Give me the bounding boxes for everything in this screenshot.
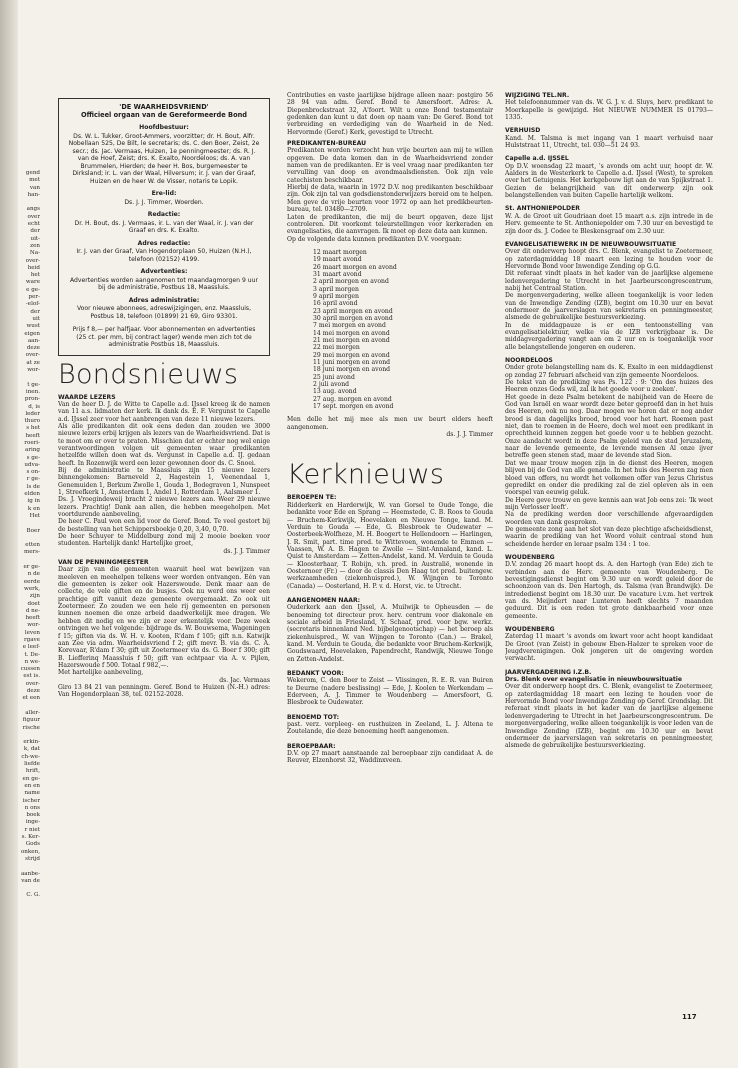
signature: ds. Jac. Vermaas	[219, 676, 270, 684]
paragraph: De heer C. Paul won een lid voor de Geref. Bond. Te veel gestort bij de bestelling van het Schippersboekje 0,20, 3,40, 0,70.	[58, 518, 270, 533]
paragraph: Wekerom, C. den Boer te Zeist — Vlissingen, R. E. R. van Buiren te Deurne (nadere beslissing) — Ede, J. Koolen te Werkendam — Ederveen, A. J. Timmer te Woudenberg — Amersfoort, G. Blesbroek te Oudewater.	[287, 677, 493, 707]
paragraph: In de middagpauze is er een tentoonstelling van evangelisatielektuur, welke via de IZB verkrijgbaar is. De middagvergadering vangt aan om 2 uur en is toegankelijk voor alle belangstellende jongeren en ouderen.	[505, 321, 713, 351]
fragment-line: over-	[25, 680, 40, 687]
paragraph: D.V. zondag 26 maart hoopt ds. A. den Hartogh (van Ede) zich te verbinden aan de Herv. gemeente van Woudenberg. De bevestigingsdienst begint om 9.30 uur en wordt geleid door de schoonzoon van ds. Den Hartogh, ds. Talsma (van Brandwijk). De intrededienst begint om 18.30 uur. De vacature i.v.m. het vertrek van ds. Meijndert naar Lunteren heeft slechts 7 maanden geduurd. Dit is een reden tot grote dankbaarheid voor onze gemeente.	[505, 561, 713, 620]
fragment-line: name	[24, 790, 40, 797]
paragraph: Contributies en vaste jaarlijkse bijdrage alleen naar: postgiro 56 28 94 van adm. Geref. Bond te Amersfoort. Adres: A. Diepenbrockstraat 32, A'foort. Wilt u onze Bond testamentair gedenken dan kunt u dat doen op naam van: De Geref. Bond tot verbreiding en verdediging van de Waarheid in de Ned. Hervormde (Geref.) Kerk, gevestigd te Utrecht.	[287, 92, 493, 136]
available-dates-list	[313, 249, 493, 411]
paragraph: Over dit onderwerp hoopt drs. C. Blenk, evangelist te Zoetermeer, op zaterdagmiddag 18 maart een lezing te houden voor de Hervormde Bond voor Inwendige Zending op Geref. Grondslag. Dit referaat vindt plaats in het kader van de jaarlijkse algemene ledenvergadering te Utrecht in het Jaarbeurscongrescentrum. De morgenvergadering, welke alleen toegankelijk is voor leden van de Inwendige Zending (IZB), begint om 10.30 uur en bevat ondermeer de jaarverslagen van sekretaris en penningmeester, alsmede de gebruikelijke bestuursverkiezing.	[505, 683, 713, 750]
fragment-line: met	[29, 177, 40, 184]
paragraph: Laten de predikanten, die mij de beurt opgaven, deze lijst controleren. Dit voorkomt teleurstellingen voor kerkeraden en evangelisaties, die aanvragen. Ik moet op deze data aan kunnen.	[287, 213, 493, 236]
date-item: 2 juli avond	[313, 381, 350, 389]
date-item: 27 aug. morgen en avond	[313, 395, 392, 403]
fragment-line: n ons	[24, 804, 40, 811]
paragraph: Hierbij de data, waarin in 1972 D.V. nog predikanten beschikbaar zijn. Ook zijn tal van godsdienstonderwijzers bereid om te helpen. Men geve de vrije beurten voor 1972 op aan het predikbeurten-bureau, tel. 03480—2709.	[287, 184, 493, 214]
paragraph: Zaterdag 11 maart 's avonds om kwart voor acht hoopt kandidaat De Groot (van Zeist) in gebouw Eben-Haëzer te spreken voor de Jeugdverenigingen. Ook jongeren uit de omgeving worden verwacht.	[505, 633, 713, 663]
fragment-line: elden	[24, 491, 40, 498]
fragment-line: gend	[25, 170, 40, 176]
woudenberg-heading: WOUDENBERG	[505, 553, 555, 561]
date-item: 17 sept. morgen en avond	[313, 403, 394, 411]
paragraph: Dat we maar trouw mogen zijn in de dienst des Heeren, mogen blijven bij de God van alle genade. In het huis des Heeren zag men bloed van offers, nu wordt het volkomen offer van Jezus Christus gepredikt en onder die prediking zal de ziel opleven als in een voorspel van eeuwig geluk.	[505, 459, 713, 497]
paragraph: Als alle predikanten dit ook eens deden dan zouden we 3000 nieuwe lezers erbij krijgen als lezers van de Waarheidsvriend. Dat is te moot om er over te praten. Misschien dat er echter nog wel enige verantwoordingen volgen uit gemeenten waar predikanten hetzelfde willen doen wat ds. Vergunst in Capelle a.d. IJ. gedaan heeft. In Rozenwijk werd een lezer gewonnen door ds. C. Snoei.	[58, 422, 270, 467]
masthead-section-heading: Hoofdbestuur:	[139, 124, 189, 131]
capelle-heading: Capelle a.d. IJSSEL	[505, 155, 569, 163]
paragraph: Men delle het mij mee als men uw beurt elders heeft aangenomen.	[287, 416, 493, 431]
date-item: 30 april morgen en avond	[313, 314, 393, 322]
fragment-line: van de	[21, 877, 40, 884]
date-item: 19 maart avond	[313, 256, 362, 264]
fragment-line: deze	[26, 688, 40, 695]
paragraph: Ds. J. Vroegindeweij bracht 2 nieuwe lezers aan. Weer 29 nieuwe lezers. Prachtig! Dank aan allen, die hebben meegeholpen. Met voortdurende aanbeveling,	[58, 496, 270, 518]
date-item: 16 april avond	[313, 300, 358, 308]
jaarvergadering-subheading: Drs. Blenk over evangelisatie in nieuwbouwsituatie	[505, 676, 682, 684]
paragraph: De gemeente zong aan het slot van deze plechtige afscheidsdienst, waarin de prediking van het Woord voluit centraal stond hun scheidende herder en leraar psalm 134 : 1 toe.	[505, 525, 713, 548]
fragment-line: t. De-	[24, 651, 40, 658]
paragraph: De Heere geve trouw en geve kennis aan wat Job eens zei: 'Ik weet mijn Verlosser leeft'.	[505, 496, 713, 511]
masthead-title: 'DE WAARHEIDSVRIEND'	[119, 103, 209, 111]
fragment-line: ware	[25, 279, 40, 286]
fragment-line	[0, 535, 40, 542]
fragment-line: etten	[25, 542, 40, 549]
beroepbaar-heading: BEROEPBAAR:	[287, 742, 336, 750]
masthead-section-body: Ds. J. J. Timmer, Woerden.	[124, 198, 204, 206]
fragment-line	[0, 863, 40, 870]
fragment-line: het	[30, 272, 40, 279]
masthead-section-body: Voor nieuwe abonnees, adreswijzigingen, enz. Maassluis, Postbus 18, telefoon (01899) 21 69, Giro 93301.	[76, 305, 252, 320]
fragment-line: zijn	[29, 593, 40, 600]
fragment-line: zen	[30, 242, 40, 249]
fragment-line: e ge-	[26, 286, 40, 293]
fragment-line	[0, 732, 40, 739]
masthead-sections	[67, 124, 261, 320]
fragment-line: ischer	[22, 797, 40, 804]
fragment-line: echt	[27, 221, 40, 228]
paragraph: Ouderkerk aan den IJssel, A. Muilwijk te Opheusden — de benoeming tot directeur prov. herv. centrum voor diakonale en sociale arbeid in Friesland, Y. Schaaf, pred. voor bgw. werkz. (secretaris binnenland Ned. bijbelgenootschap) — het beroep als ziekenhuispred., W. van Wijngen te Toronto (Can.) — Brakel, kand. M. Verduin te Gouda, die bedankte voor Bruchem-Kerkwijk, Goudswaard, Hoevelaken, Papendrecht, Randwijk, Nieuwe Tonge en Zetten-Andelst.	[287, 604, 493, 663]
fragment-line: s het	[26, 425, 40, 432]
paragraph: W. A. de Groot uit Goudriaan doet 15 maart a.s. zijn intrede in de Herv. gemeente te St. Anthoniepolder om 7.30 uur en bevestigd te zijn door ds. J. Codee te Bleskensgraaf om 2.30 uur.	[505, 212, 713, 235]
date-item: 25 juni avond	[313, 373, 355, 381]
fragment-line: r niet	[24, 826, 40, 833]
date-item: 3 april morgen	[313, 285, 359, 293]
date-item: 14 mei morgen en avond	[313, 329, 390, 337]
fragment-line: hrift,	[25, 768, 40, 775]
woudenberg-heading-2: WOUDENBERG	[505, 626, 555, 634]
fragment-line	[0, 199, 40, 206]
predikanten-bureau-heading: PREDIKANTEN-BUREAU	[287, 140, 367, 148]
masthead-section-body: Dr. H. Bout, ds. J. Vermaas, ir. L. van der Waal, ir. J. van der Graaf en drs. K. Exalto.	[74, 219, 254, 234]
paragraph: Het telefoonnummer van ds. W. G. J. v. d. Sluys, herv. predikant te Moerkapelle is gewijzigd. Het NIEUWE NUMMER IS 01793—1335.	[505, 99, 713, 122]
fragment-line: d, is	[28, 403, 40, 410]
date-item: 9 april morgen	[313, 292, 359, 300]
fragment-line: aanbe-	[20, 870, 40, 877]
paragraph: Over dit onderwerp hoopt drs. C. Blenk, evangelist te Zoetermeer, op zaterdagmiddag 18 maart een lezing te houden voor de Hervormde Bond voor Inwendige Zending op G.G.	[505, 248, 713, 270]
date-item: 2 april morgen en avond	[313, 278, 389, 286]
fragment-line: aring	[25, 447, 40, 454]
fragment-line: figuur	[22, 717, 40, 724]
paragraph: D.V. op 27 maart aanstaande zal beroepbaar zijn candidaat A. de Reuver, Elzenhorst 32, Waddinxveen.	[287, 750, 493, 765]
signature: ds. J. J. Timmer	[223, 547, 270, 555]
fragment-line: aller-	[25, 709, 40, 716]
evangelisatie-heading: EVANGELISATIEWERK IN DE NIEUWBOUWSITUATIE	[505, 240, 677, 248]
jaarvergadering-heading: JAARVERGADERING I.Z.B.	[505, 668, 592, 676]
aangenomen-heading: AANGENOMEN NAAR:	[287, 596, 361, 604]
fragment-line: over-	[25, 257, 40, 264]
masthead-section-body: Ir. J. van der Graaf, Van Hogendorplaan 50, Huizen (N.H.), telefoon (02152) 4199.	[76, 248, 252, 263]
paragraph: Van de heer D. J. de Witte te Capelle a.d. IJssel kreeg ik de namen van 11 a.s. lidmaten der kerk. Ik dank ds. E. F. Vergunst te Capelle a.d. IJssel zeer voor het aanbrengen van deze 11 nieuwe lezers.	[58, 400, 270, 423]
fragment-line: e leef-	[22, 644, 40, 651]
paragraph: Dit referaat vindt plaats in het kader van de jaarlijkse algemene ledenvergadering te Utrecht in het Jaarbeurscongrescentrum, nabij het Centraal Station.	[505, 270, 713, 292]
paragraph: Kand. M. Talsma is met ingang van 1 maart verhuisd naar Hulststraat 11, Utrecht, tel. 030—51 24 93.	[505, 134, 713, 150]
fragment-line: ls de	[26, 483, 40, 490]
fragment-line	[0, 374, 40, 381]
fragment-line: d ne-	[25, 607, 40, 614]
fragment-line: werk,	[24, 585, 40, 592]
fragment-line: k, dat	[23, 746, 40, 753]
fragment-line: s ge-	[26, 454, 40, 461]
fragment-line: C. G.	[26, 892, 40, 899]
date-item: 26 maart morgen en avond	[313, 263, 397, 271]
fragment-line	[0, 557, 40, 564]
fragment-line: mers-	[23, 549, 40, 556]
bedankt-heading: BEDANKT VOOR:	[287, 670, 344, 678]
noordeloos-heading: NOORDELOOS	[505, 357, 553, 364]
beroepen-heading: BEROEPEN TE:	[287, 494, 337, 502]
fragment-line: heid	[27, 264, 40, 271]
fragment-line: strijd	[25, 855, 40, 862]
paragraph: De tekst van de prediking was Ps. 122 : 9: 'Om des huizes des Heeren onzes Gods wil, zal ik het goede voor u zoeken'.	[505, 379, 713, 394]
fragment-line: deze	[26, 345, 40, 352]
date-item: 23 april morgen en avond	[313, 307, 393, 315]
fragment-line: -elof-	[25, 301, 40, 308]
fragment-line: est is.	[23, 673, 40, 680]
fragment-line	[0, 703, 40, 710]
masthead-section-heading: Adres administratie:	[128, 296, 200, 304]
paragraph: Na de prediking werden door verschillende afgevaardigden woorden van dank gesproken.	[505, 511, 713, 526]
fragment-line: thuro	[24, 418, 40, 425]
fragment-line: k en	[27, 505, 40, 512]
fragment-line: per-	[28, 294, 40, 301]
paragraph: Het goede in deze Psalm betekent de nabijheid van de Heere de God van Israël en waar wordt deze beter geproefd dan in het huis des Heeren, ook nu nog. Daar mogen we horen dat er nog ander brood is dan dagelijks brood, brood voor het hart. Roemen past niet, dan te roemen in de Heere, doch wel moet een predikant in oprechtheid kunnen zeggen het goede voor u te hebben gezocht. Onze aandacht wordt in deze Psalm geleid van de stad Jeruzalem, naar de levende gemeente, de levende mensen Al onze ijver betreffe geen stenen stad, maar de levende stad Sion.	[505, 393, 713, 460]
fragment-line	[0, 885, 40, 892]
fragment-line: n de	[27, 571, 40, 578]
paragraph: Op D.V. woensdag 22 maart, 's avonds om acht uur, hoopt dr. W. Aalders in de Westerkerk te Capelle a.d. IJssel (West), te spreken over het Getuigenis. Het kerkgebouw ligt aan de van Spijkstraat 1. Gezien de belangrijkheid van dit onderwerp zijn ook belangstellenden van buiten Capelle hartelijk welkom.	[505, 162, 713, 200]
paragraph: De heer Schuyer te Middelburg zond mij 2 mooie boeken voor studenten. Hartelijk dank! Hartelijke groet,	[58, 533, 270, 548]
fragment-line: han-	[27, 191, 40, 198]
date-item: 22 mei morgen	[313, 344, 360, 352]
fragment-line: pron-	[24, 396, 40, 403]
masthead-box	[58, 98, 270, 356]
page-number: 117	[682, 1013, 697, 1021]
fragment-line: r ge-	[26, 476, 40, 483]
fragment-line: leder	[25, 410, 40, 417]
waarde-lezers-heading: WAARDE LEZERS	[58, 393, 116, 401]
fragment-line: et een	[22, 695, 40, 702]
fragment-line: van	[29, 184, 40, 191]
fragment-line: s on-	[26, 469, 40, 476]
fragment-line: wor-	[27, 367, 40, 374]
fragment-line: liefde	[24, 761, 40, 768]
paragraph: Onder grote belangstelling nam ds. K. Exalto in een middagdienst op zondag 27 februari afscheid van zijn gemeente Noordeloos.	[505, 364, 713, 379]
column-1	[58, 92, 270, 699]
fragment-line: at ze	[26, 359, 40, 366]
paragraph: Op de volgende data kunnen predikanten D.V. voorgaan:	[287, 235, 462, 243]
fragment-line: eerde	[23, 578, 40, 585]
paragraph: Ridderkerk en Harderwijk, W. van Gorsel te Oude Tonge, die bedankte voor Ede en Sprang — Heemstede, C. B. Roos te Gouda — Bruchem-Kerkwijk, Hoevelaken en Nieuwe Tonge, kand. M. Verduin te Gouda — Ede, G. Blesbroek te Oudewater — Oosterbeek-Wolfheze, M. H. Boogert te Hellendoorn — Harlingen, J. R. Smit, part. time pred. te Wittevoen, wonende te Emmen — Vaassen, W. A. B. Hagen te Zwolle — Sint-Annaland, kand. L. Quist te Amsterdam — Zetten-Andelst, kand. M. Verduin te Gouda — Kloosterhaar, T. Robijn, v.h. pred. in Australië, wonende in Oosternoer (Fr.) — door de classis Den Haag tot pred. buitengew. werkzaamheden (ziekenhuispred.), W. Wijngen te Toronto (Canada) — Oosterland, H. P. v. d. Horst, vic. te Utrecht.	[287, 501, 493, 590]
fragment-line: over	[27, 213, 40, 220]
date-item: 31 maart avond	[313, 270, 362, 278]
fragment-line: Boer	[26, 527, 40, 534]
fragment-line: udva-	[24, 461, 40, 468]
fragment-line: en ge-	[22, 775, 40, 782]
fragment-line: t ge-	[27, 381, 40, 388]
fragment-line: rgave	[23, 637, 40, 643]
paragraph: Daar zijn van die gemeenten waaruit heel wat bewijzen van meeleven en meehelpen telkens weer worden ontvangen. Eén van die gemeenten is zeker ook Hazerswoude. Denk maar aan de collecte, de vele giften en de busjes. Ook nu werd ons weer een prachtige gift vanuit deze gemeente overgemaakt. Zo ook uit Zoetermeer. Zo zouden we een hele rij gemeenten en personen kunnen noemen die onze arbeid daadwerkelijk mee dragen. We hebben dit nodig en we zijn er zeer erkentelijk voor. Deze week ontvingen we het volgende: bijdrage ds. W. Bouwsema, Wageningen f 15; giften via ds. W. H. v. Kooten, R'dam f 105; gift n.n. Katwijk aan Zee via adm. Waarheidsvriend f 2; gift mevr. B. via ds. C. A. Korevaar, R'dam f 30; gift uit Zoetermeer via ds. G. Boer f 300; gift B. Liefferinq Maassluis f 50; gift van echtpaar via A. v. Pijlen, Hazerswoude f 500. Totaal f 982,—.	[58, 566, 270, 669]
fragment-line: inen.	[25, 388, 40, 395]
fragment-line: en en	[24, 782, 40, 789]
masthead-section-heading: Ere-lid:	[151, 190, 177, 197]
fragment-line: heeft	[25, 432, 40, 439]
fragment-line: wor-	[27, 622, 40, 629]
bondsnieuws-title: Bondsnieuws	[58, 358, 239, 390]
masthead-section-heading: Advertenties:	[140, 268, 188, 275]
fragment-line: n we-	[24, 658, 40, 665]
masthead-section-heading: Adres redactie:	[137, 239, 191, 247]
fragment-line: uit-	[30, 235, 40, 242]
fragment-line: wust	[26, 323, 40, 330]
fragment-line: s. Ker-	[21, 834, 40, 841]
fragment-line: aan-	[27, 337, 40, 344]
fragment-line: angs	[26, 206, 40, 213]
wijziging-heading: WIJZIGING TEL.NR.	[505, 92, 570, 99]
paragraph: Met hartelijke aanbeveling,	[58, 669, 144, 677]
fragment-line: er ge-	[23, 564, 40, 571]
fragment-line: Gods	[25, 841, 40, 848]
fragment-line: ig in	[27, 498, 40, 505]
fragment-line: uit	[32, 315, 40, 322]
paragraph: Giro 13 84 21 van penningm. Geref. Bond te Huizen (N.-H.) adres: Van Hogendorplaan 38, tel. 02152-2028.	[58, 683, 270, 699]
masthead-subtitle: Officieel orgaan van de Gereformeerde Bond	[80, 110, 248, 119]
fragment-line: doet	[27, 600, 40, 607]
fragment-line: roeri-	[24, 439, 40, 446]
fragment-line: ch-we-	[21, 753, 40, 760]
paragraph: past. verz. verpleeg- en rusthuizen in Zeeland, L. J. Altena te Zoutelande, die deze benoeming heeft aangenomen.	[287, 721, 493, 736]
date-item: 11 juni morgen en avond	[313, 359, 391, 367]
fragment-line: erkin-	[23, 739, 40, 746]
fragment-line: der	[30, 228, 40, 235]
masthead-section-body: Advertenties worden aangenomen tot maandagmorgen 9 uur bij de administratie, Postbus 18, Maassluis.	[70, 276, 258, 291]
date-item: 7 mei morgen en avond	[313, 322, 386, 330]
masthead-section-body: Ds. W. L. Tukker, Groot-Ammers, voorzitter; dr. H. Bout, Alfr. Nobellaan 525, De Bilt, le secretaris; ds. C. den Boer, Zeist, 2e secr.; ds. Jac. Vermaas, Huizen, 1e penningmeester; ds. R. J. van de Hoef, Zeist; drs. K. Exalto, Noordeloos; ds. A. van Brummelen, Hierden; de heer H. Bos, burgemeester te Dirksland; ir. L. van der Waal, Hilversum; ir. J. van der Graaf, Huizen en de heer W. de Visser, notaris te Lopik.	[68, 132, 260, 185]
date-item: 12 maart morgen	[313, 248, 367, 256]
date-item: 29 mei morgen en avond	[313, 351, 390, 359]
signature: ds. J. J. Timmer	[446, 431, 493, 439]
penningmeester-heading: VAN DE PENNINGMEESTER	[58, 559, 149, 567]
fragment-line: der	[30, 308, 40, 315]
fragment-line: rische	[22, 724, 40, 731]
fragment-line: inge-	[25, 819, 40, 826]
date-item: 13 aug. avond	[313, 388, 357, 396]
masthead-price: Prijs f 8,— per halfjaar. Voor abonnementen en advertenties (25 ct. per mm, bij contract lager) wende men zich tot de administratie Postbus 18, Maassluis.	[72, 326, 256, 348]
fragment-line: boek	[26, 812, 40, 819]
paragraph: Predikanten worden verzocht hun vrije beurten aan mij te willen opgeven. De data komen dan in de Waarheidsvriend zonder namen van de predikanten. Er is veel vraag naar predikanten ter vervulling van doop en avondmaalsdiensten. Ook zijn vele catechisten beschikbaar.	[287, 147, 493, 184]
date-item: 21 mei morgen en avond	[313, 337, 390, 344]
fragment-line: heeft	[25, 615, 40, 622]
fragment-line	[0, 520, 40, 527]
fragment-line: over-	[25, 352, 40, 359]
fragment-line: onken,	[20, 848, 40, 855]
paragraph: De morgenvergadering, welke alleen toegankelijk is voor leden van de Inwendige Zending (IZB), begint om 10.30 uur en bevat ondermeer de jaarverslagen van sekretaris en penningmeester, alsmede de gebruikelijke bestuursverkiezing.	[505, 292, 713, 322]
anthoniepolder-heading: St. ANTHONIEPOLDER	[505, 205, 580, 213]
paragraph: Bij de administratie te Maassluis zijn 15 nieuwe lezers binnengekomen: Barneveld 2, Hagestein 1, Veenendaal 1, Genemuiden 1, Berkum Zwolle 1, Gouda 1, Bodegraven 1, Nunspeet 1, Streefkerk 1, Amsterdam 1, Andel 1, Rotterdam 1, Aalsmeer 1.	[58, 466, 270, 496]
column-2	[287, 92, 493, 765]
date-item: 18 juni morgen en avond	[313, 366, 391, 374]
adjacent-page-fragment	[0, 170, 40, 900]
verhuisd-heading: VERHUISD	[505, 127, 541, 135]
fragment-line: leven	[24, 629, 40, 636]
masthead-section-heading: Redactie:	[147, 211, 181, 218]
fragment-line: cussen	[20, 666, 40, 673]
benoemd-heading: BENOEMD TOT:	[287, 713, 340, 721]
kerknieuws-title: Kerknieuws	[287, 459, 445, 491]
column-3	[505, 92, 713, 750]
fragment-line: eigen	[24, 330, 40, 337]
fragment-line: Na-	[29, 250, 40, 257]
fragment-line: Het	[29, 512, 40, 519]
